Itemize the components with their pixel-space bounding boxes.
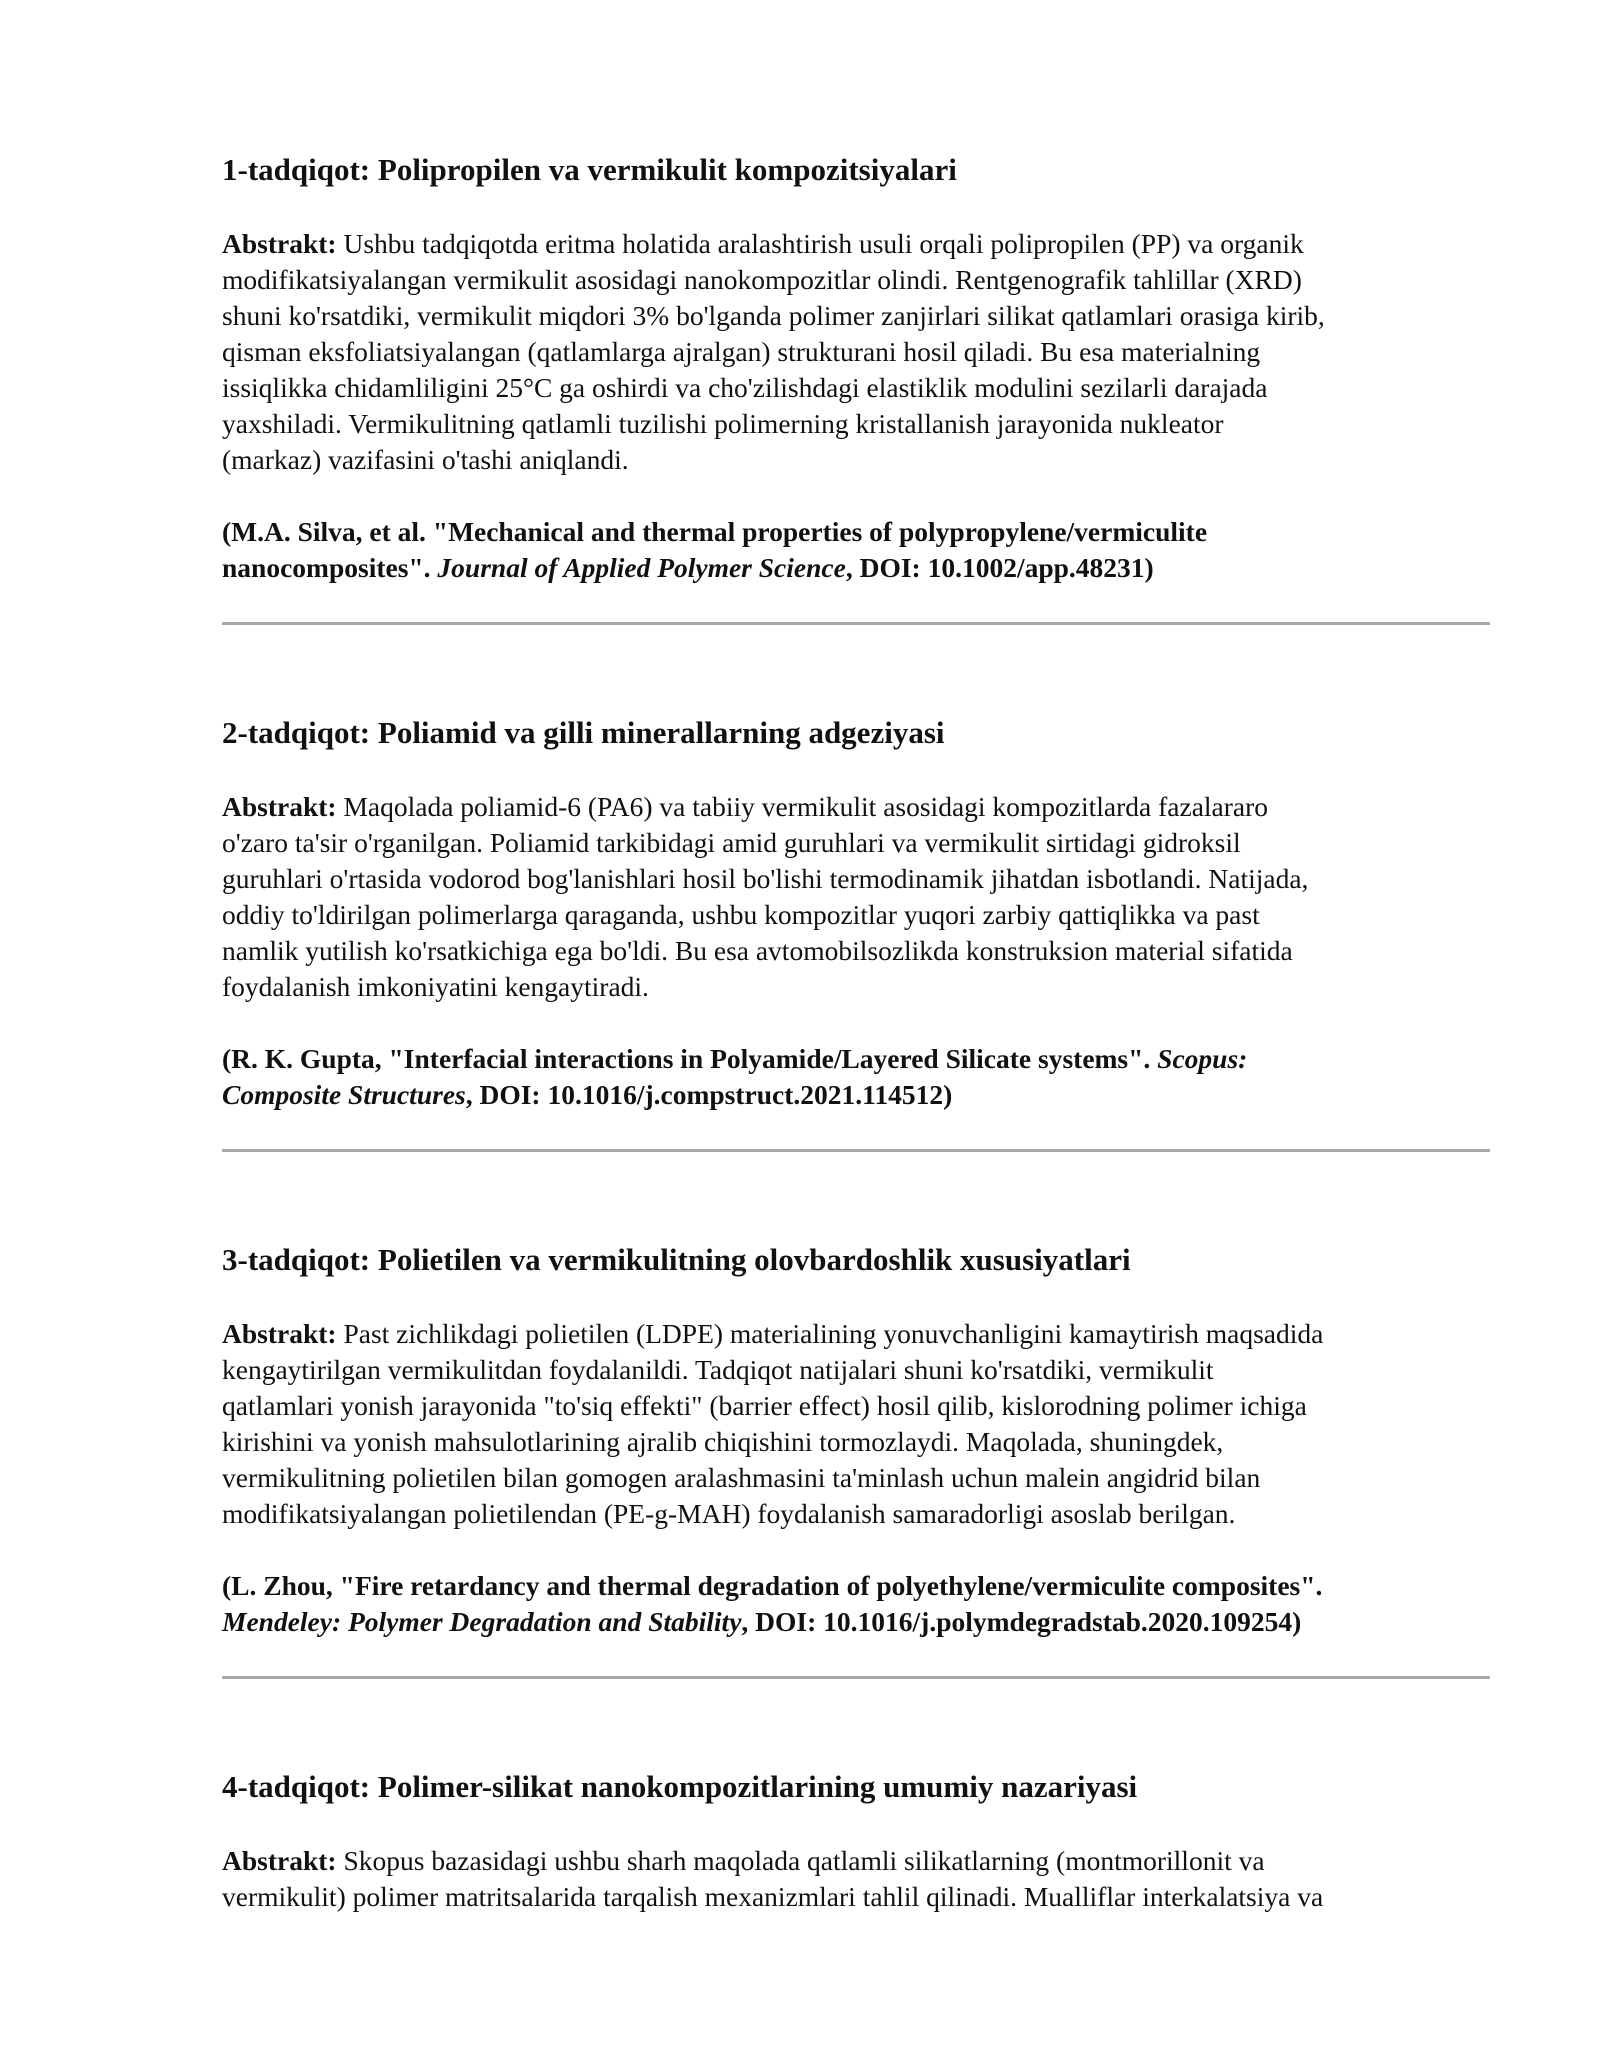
citation (222, 1041, 1490, 1113)
citation-line: (R. K. Gupta, "Interfacial interactions in Polyamide/Layered Silicate systems". Scopus: (222, 1043, 1248, 1074)
citation-line: Composite Structures, DOI: 10.1016/j.compstruct.2021.114512) (222, 1079, 953, 1110)
abstract (222, 1843, 1490, 1915)
abstract-line: kengaytirilgan vermikulitdan foydalanildi. Tadqiqot natijalari shuni ko'rsatdiki, vermikulit (222, 1354, 1214, 1385)
citation-line: nanocomposites". Journal of Applied Polymer Science, DOI: 10.1002/app.48231) (222, 552, 1154, 583)
citation (222, 514, 1490, 586)
journal-name: Composite Structures (222, 1079, 466, 1110)
abstract-line: qatlamlari yonish jarayonida "to'siq effekti" (barrier effect) hosil qilib, kislorodning polimer ichiga (222, 1390, 1307, 1421)
abstract-line: modifikatsiyalangan polietilendan (PE-g-MAH) foydalanish samaradorligi asoslab berilgan. (222, 1498, 1236, 1529)
abstract-line: Abstrakt: Maqolada poliamid-6 (PA6) va tabiiy vermikulit asosidagi kompozitlarda fazalararo (222, 791, 1269, 822)
citation-line: Mendeley: Polymer Degradation and Stability, DOI: 10.1016/j.polymdegradstab.2020.109254) (222, 1606, 1302, 1637)
study-title: 2-tadqiqot: Poliamid va gilli minerallarning adgeziyasi (222, 715, 945, 750)
abstract-line: vermikulitning polietilen bilan gomogen aralashmasini ta'minlash uchun malein angidrid bilan (222, 1462, 1261, 1493)
abstract-line: Abstrakt: Ushbu tadqiqotda eritma holatida aralashtirish usuli orqali polipropilen (PP) va organik (222, 228, 1304, 259)
abstract-line: Abstrakt: Past zichlikdagi polietilen (LDPE) materialining yonuvchanligini kamaytirish maqsadida (222, 1318, 1324, 1349)
citation-line: (M.A. Silva, et al. "Mechanical and thermal properties of polypropylene/vermiculite (222, 516, 1208, 547)
abstract-line: vermikulit) polimer matritsalarida tarqalish mexanizmlari tahlil qilinadi. Mualliflar interkalatsiya va (222, 1881, 1324, 1912)
abstract (222, 1316, 1490, 1532)
abstract-label: Abstrakt: (222, 1318, 337, 1349)
abstract-line: yaxshiladi. Vermikulitning qatlamli tuzilishi polimerning kristallanish jarayonida nukleator (222, 408, 1224, 439)
abstract-line: (markaz) vazifasini o'tashi aniqlandi. (222, 444, 629, 475)
abstract-line: qisman eksfoliatsiyalangan (qatlamlarga ajralgan) strukturani hosil qiladi. Bu esa materialning (222, 336, 1261, 367)
abstract-line: modifikatsiyalangan vermikulit asosidagi nanokompozitlar olindi. Rentgenografik tahlillar (XRD) (222, 264, 1302, 295)
journal-name: Journal of Applied Polymer Science (437, 552, 846, 583)
abstract-line: issiqlikka chidamliligini 25°C ga oshirdi va cho'zilishdagi elastiklik modulini sezilarli darajada (222, 372, 1268, 403)
abstract (222, 789, 1490, 1005)
journal-name: Scopus: (1157, 1043, 1248, 1074)
abstract-line: namlik yutilish ko'rsatkichiga ega bo'ldi. Bu esa avtomobilsozlikda konstruksion material sifatida (222, 935, 1293, 966)
abstract-line: guruhlari o'rtasida vodorod bog'lanishlari hosil bo'lishi termodinamik jihatdan isbotlandi. Natijada, (222, 863, 1309, 894)
abstract-label: Abstrakt: (222, 228, 337, 259)
abstract (222, 226, 1490, 478)
citation-line: (L. Zhou, "Fire retardancy and thermal degradation of polyethylene/vermiculite composites". (222, 1570, 1323, 1601)
citation (222, 1568, 1490, 1640)
abstract-line: foydalanish imkoniyatini kengaytiradi. (222, 971, 649, 1002)
study-4 (222, 1767, 1490, 1915)
study-title: 4-tadqiqot: Polimer-silikat nanokompozitlarining umumiy nazariyasi (222, 1769, 1138, 1804)
study-1 (222, 150, 1490, 625)
journal-name: Mendeley: Polymer Degradation and Stability (222, 1606, 742, 1637)
study-title: 3-tadqiqot: Polietilen va vermikulitning olovbardoshlik xususiyatlari (222, 1242, 1131, 1277)
abstract-line: oddiy to'ldirilgan polimerlarga qaraganda, ushbu kompozitlar yuqori zarbiy qattiqlikka va past (222, 899, 1260, 930)
abstract-line: kirishini va yonish mahsulotlarining ajralib chiqishini tormozlaydi. Maqolada, shuningdek, (222, 1426, 1224, 1457)
study-2 (222, 713, 1490, 1152)
study-3 (222, 1240, 1490, 1679)
abstract-line: shuni ko'rsatdiki, vermikulit miqdori 3% bo'lganda polimer zanjirlari silikat qatlamlari orasiga kirib, (222, 300, 1325, 331)
abstract-label: Abstrakt: (222, 1845, 337, 1876)
abstract-line: o'zaro ta'sir o'rganilgan. Poliamid tarkibidagi amid guruhlari va vermikulit sirtidagi gidroksil (222, 827, 1241, 858)
study-title: 1-tadqiqot: Polipropilen va vermikulit kompozitsiyalari (222, 152, 957, 187)
abstract-label: Abstrakt: (222, 791, 337, 822)
abstract-line: Abstrakt: Skopus bazasidagi ushbu sharh maqolada qatlamli silikatlarning (montmorillonit va (222, 1845, 1265, 1876)
document-page (222, 150, 1490, 1951)
